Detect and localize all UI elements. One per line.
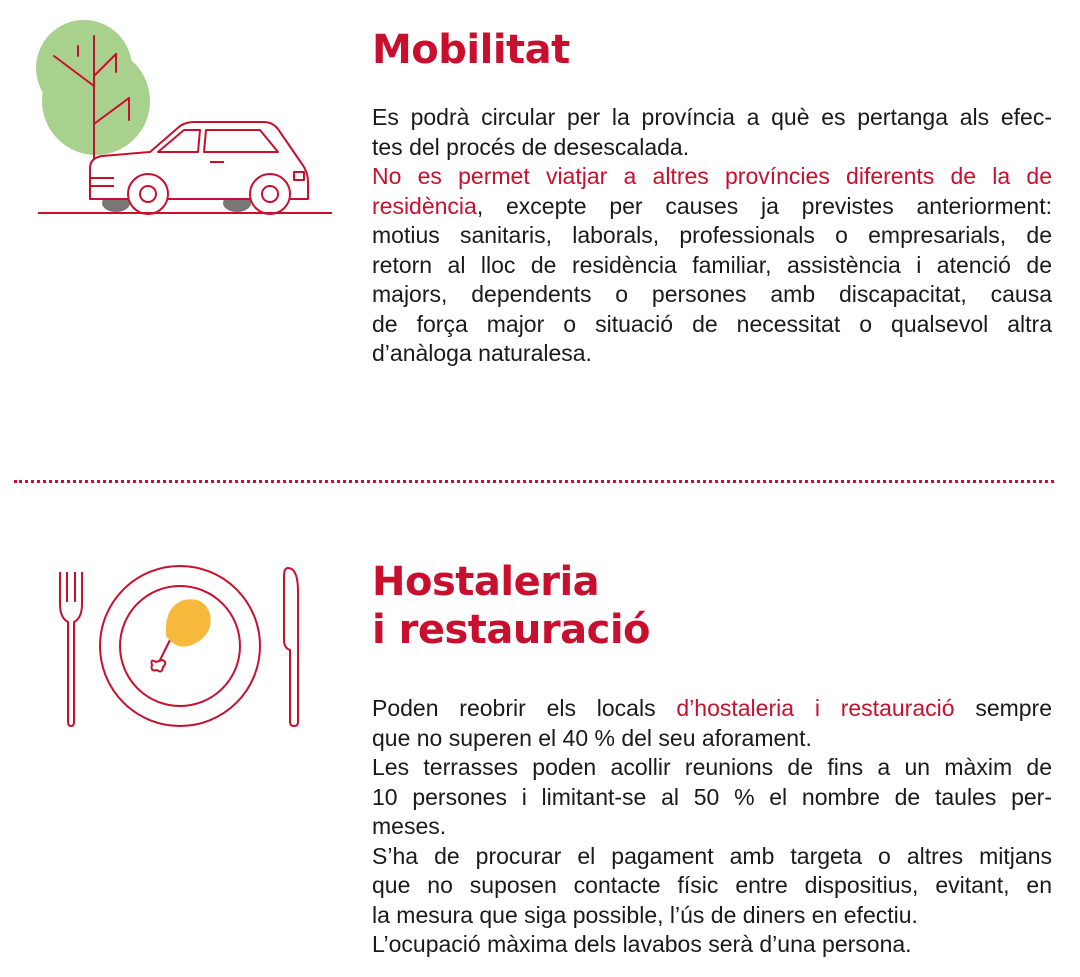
title-line: Hostaleria [372,559,600,605]
body-line: d’anàloga naturalesa. [372,340,592,366]
body-line: que no superen el 40 % del seu aforament. [372,724,812,751]
body-line: tes del procés de desescalada. [372,133,690,160]
body-line: de força major o situació de necessitat o qualsevol altra [372,310,1052,337]
body-line-highlight: No es permet viatjar a altres províncies diferents de la de [372,163,1052,189]
body-text-segment: sempre [954,695,1053,721]
body-line: L’ocupació màxima dels lavabos serà d’una persona. [372,931,912,957]
hostaleria-body [372,694,1052,960]
body-line: Les terrasses poden acollir reunions de fins a un màxim de [372,754,1052,780]
section-divider [14,480,1054,483]
car-tree-icon [34,16,334,221]
chicken-leg-icon [152,599,211,671]
title-line: i restauració [372,607,651,653]
body-line: motius sanitaris, laborals, professionals o empresarials, de [372,222,1052,248]
highlight-residencia: residència [372,192,477,219]
body-line [372,694,1052,724]
body-line: S’ha de procurar el pagament amb targeta o altres mitjans [372,842,1052,869]
body-line: majors, dependents o persones amb discapacitat, causa [372,281,1052,307]
highlight-hostaleria: d’hostaleria i restauració [676,695,955,721]
hostaleria-title [372,558,650,654]
body-line: retorn al lloc de residència familiar, assistència i atenció de [372,251,1052,278]
fork-icon [60,572,82,726]
body-line: que no suposen contacte físic entre dispositius, evitant, en [372,872,1052,898]
body-line: 10 persones i limitant-se al 50 % el nombre de taules per- [372,783,1052,810]
body-text-segment: , excepte per causes ja previstes anteriorment: [476,192,1052,219]
mobilitat-title: Mobilitat [372,27,570,73]
body-line: Es podrà circular per la província a què es pertanga als efec- [372,104,1052,130]
hostaleria-section [0,490,1080,977]
body-text-segment: Poden reobrir els locals [372,695,677,721]
tree-foliage-front [42,47,150,155]
body-line: la mesura que siga possible, l’ús de diners en efectiu. [372,901,918,928]
mobilitat-section [0,0,1080,470]
plate-cutlery-icon [54,562,306,730]
body-line: meses. [372,813,447,839]
mobilitat-body [372,103,1052,369]
body-line [372,192,1052,222]
knife-icon [284,568,298,726]
